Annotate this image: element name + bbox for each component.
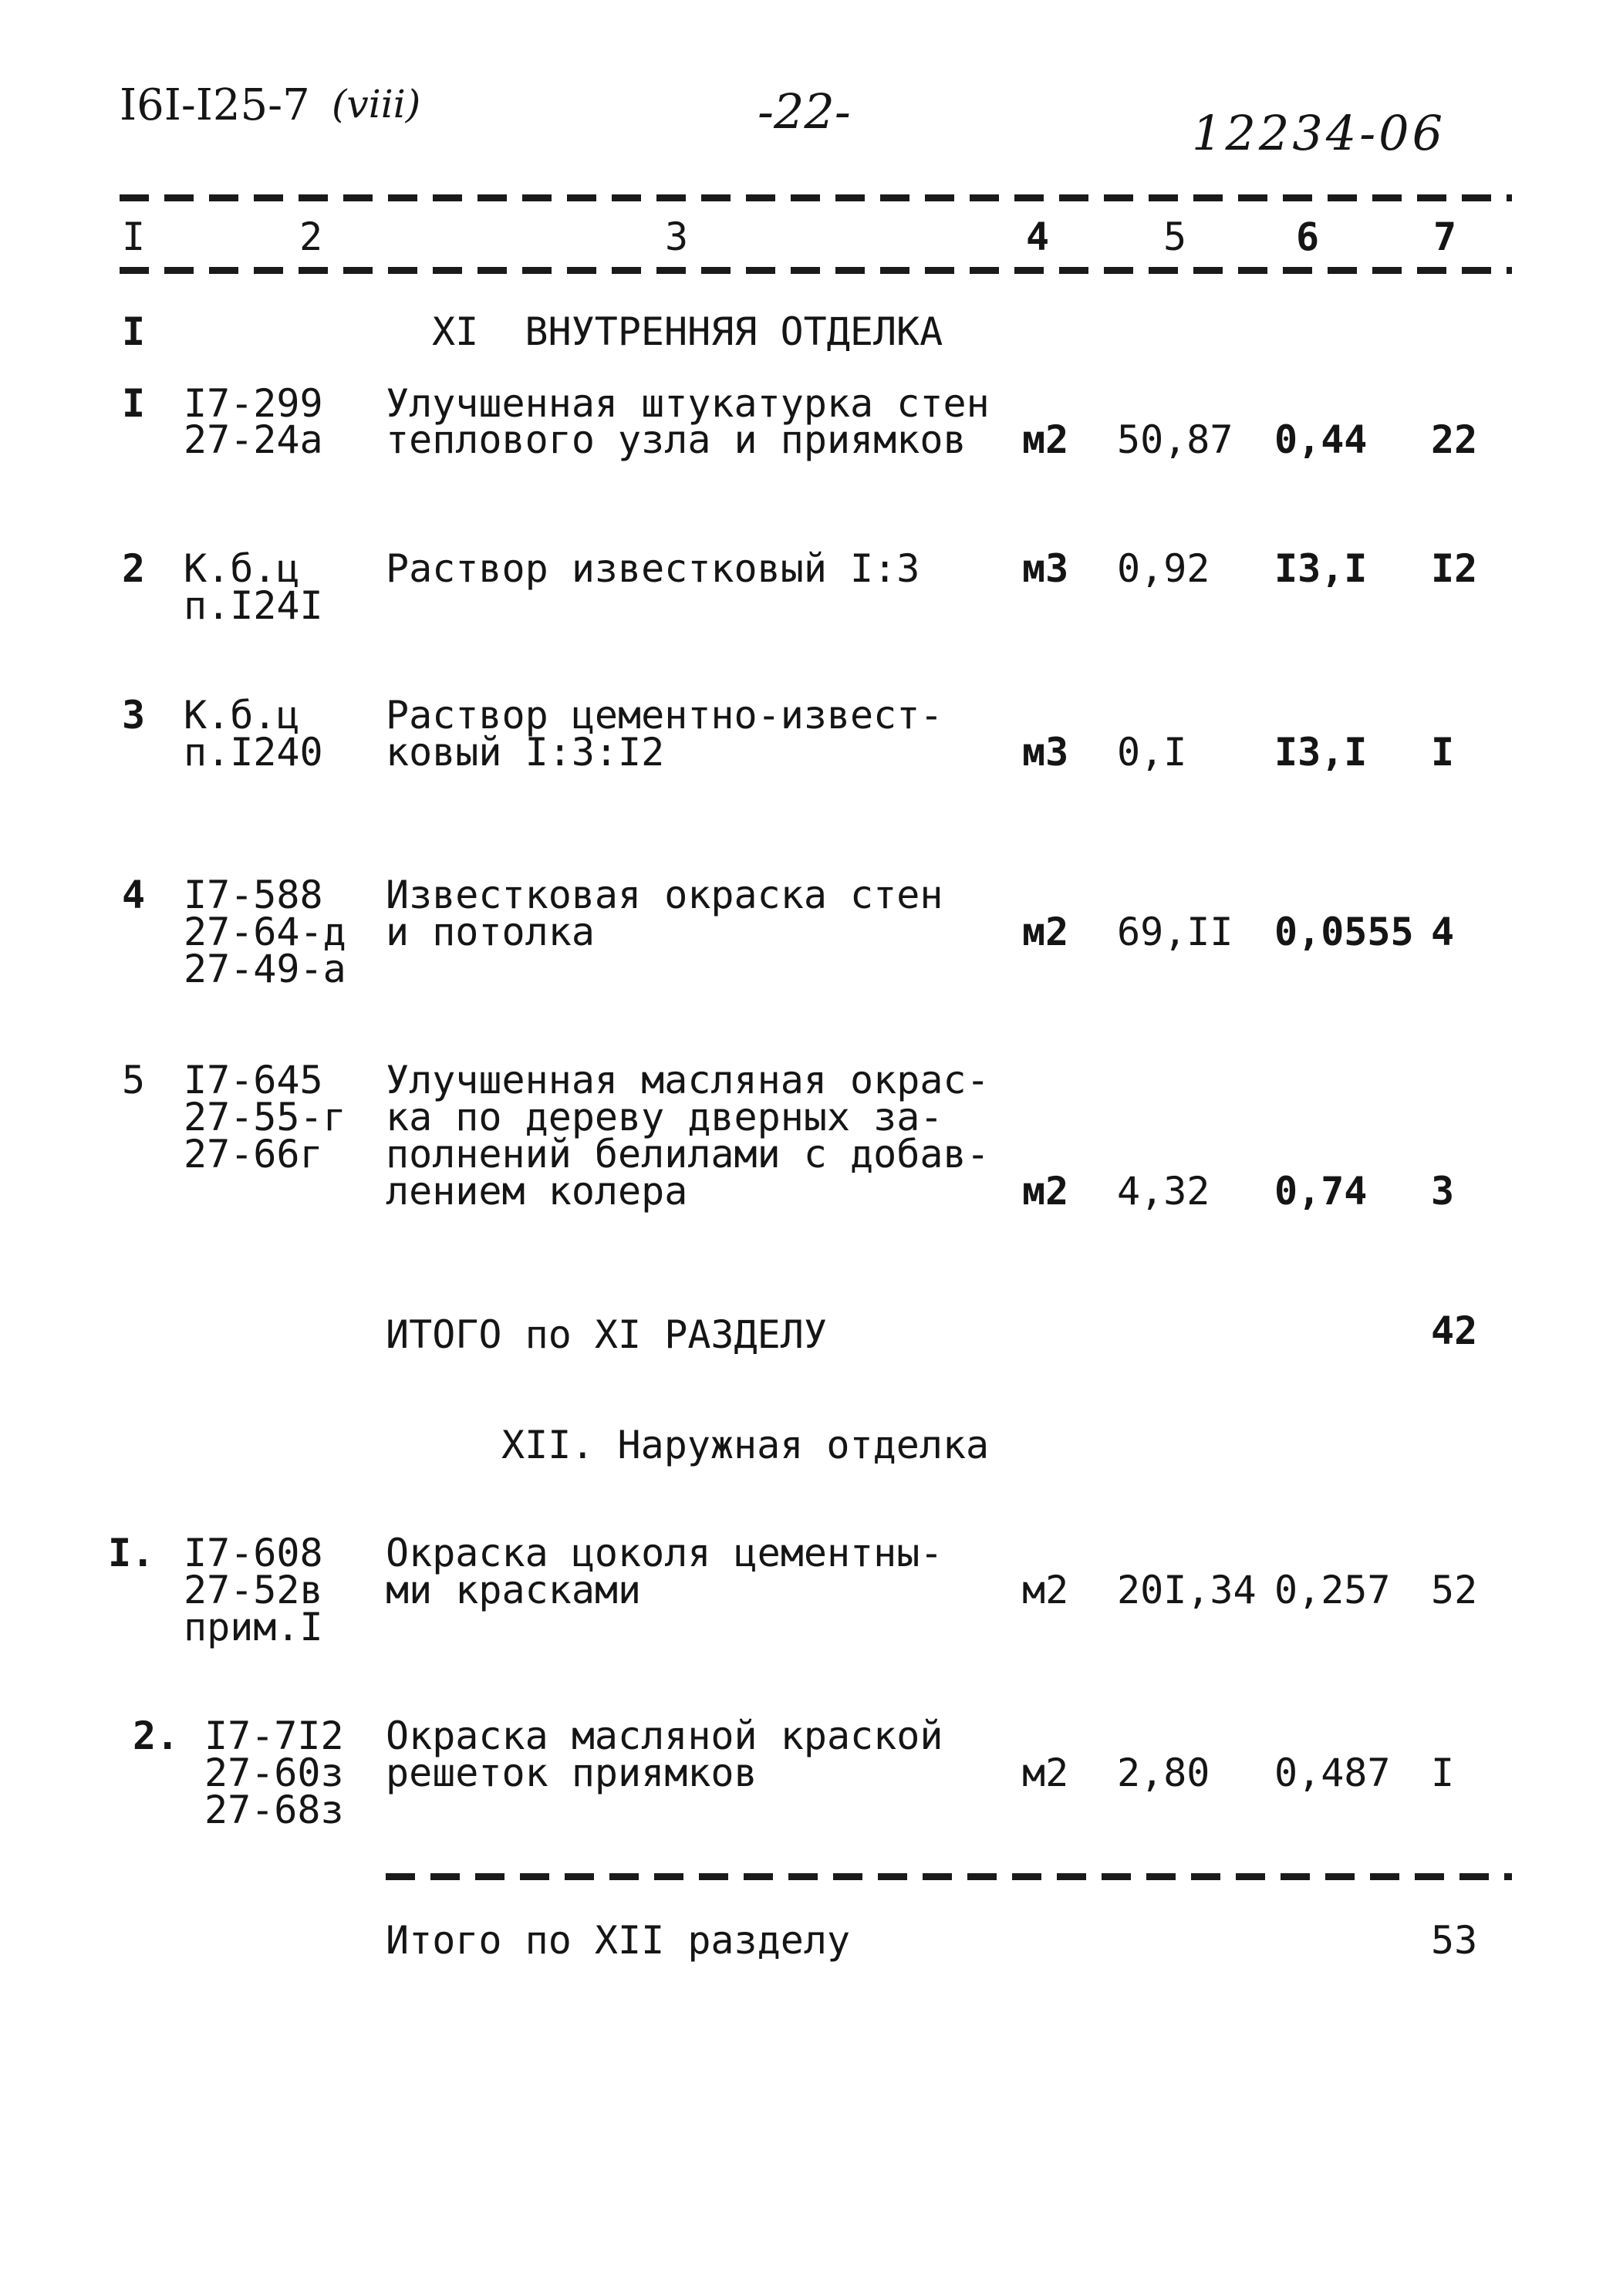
description-line: лением колера bbox=[386, 1169, 688, 1214]
total: 3 bbox=[1431, 1169, 1455, 1214]
code-line: 27-55-г bbox=[184, 1095, 346, 1140]
code-line: I7-608 bbox=[184, 1531, 323, 1575]
row-number: 4 bbox=[122, 873, 146, 917]
handwritten-stamp-number: 12234-06 bbox=[1192, 105, 1446, 161]
code-line: 27-60з bbox=[204, 1751, 344, 1795]
description-line: Окраска цоколя цементны- bbox=[386, 1531, 943, 1575]
unit: м2 bbox=[1022, 1568, 1069, 1612]
description-line: Известковая окраска стен bbox=[386, 873, 943, 917]
row-number: I. bbox=[108, 1531, 155, 1575]
quantity: 50,87 bbox=[1117, 417, 1233, 462]
column-header-5: 5 bbox=[1163, 214, 1187, 259]
row-number: 2. bbox=[133, 1714, 180, 1758]
description-line: Окраска масляной краской bbox=[386, 1714, 943, 1758]
quantity: 4,32 bbox=[1117, 1169, 1210, 1214]
column-header-6: 6 bbox=[1296, 214, 1320, 259]
description-line: ковый I:3:I2 bbox=[386, 730, 665, 775]
unit: м2 bbox=[1022, 417, 1069, 462]
section-title: XII. Наружная отделка bbox=[501, 1423, 990, 1467]
description-line: теплового узла и приямков bbox=[386, 417, 967, 462]
total: 22 bbox=[1431, 417, 1478, 462]
code-line: I7-588 bbox=[184, 873, 323, 917]
unit: м2 bbox=[1022, 1169, 1069, 1214]
unit-price: 0,74 bbox=[1274, 1169, 1368, 1214]
column-header-2: 2 bbox=[299, 214, 323, 259]
description-line: полнений белилами с добав- bbox=[386, 1132, 990, 1177]
column-header-4: 4 bbox=[1026, 214, 1050, 259]
code-line: 27-66г bbox=[184, 1132, 323, 1177]
code-line: п.I24I bbox=[184, 583, 323, 628]
header-rule bbox=[120, 267, 1512, 274]
column-header-7: 7 bbox=[1433, 214, 1457, 259]
description-line: решеток приямков bbox=[386, 1751, 758, 1795]
code-line: 27-52в bbox=[184, 1568, 323, 1612]
code-line: прим.I bbox=[184, 1605, 323, 1649]
row-number: 2 bbox=[122, 546, 146, 591]
unit-price: I3,I bbox=[1274, 546, 1368, 591]
code-line: 27-68з bbox=[204, 1788, 344, 1832]
total: I bbox=[1431, 1751, 1455, 1795]
quantity: 0,I bbox=[1117, 730, 1187, 775]
description-line: Раствор цементно-извест- bbox=[386, 693, 943, 738]
document-code-suffix: (viii) bbox=[332, 82, 421, 127]
quantity: 69,II bbox=[1117, 910, 1233, 954]
code-line: I7-7I2 bbox=[204, 1714, 344, 1758]
code-line: I7-645 bbox=[184, 1058, 323, 1102]
unit-price: I3,I bbox=[1274, 730, 1368, 775]
description-line: и потолка bbox=[386, 910, 595, 954]
description-line: Улучшенная штукатурка стен bbox=[386, 381, 990, 426]
code-line: К.б.ц bbox=[184, 546, 300, 591]
column-header-3: 3 bbox=[665, 214, 689, 259]
description-line: ка по дереву дверных за- bbox=[386, 1095, 943, 1140]
row-number: 3 bbox=[122, 693, 146, 738]
top-rule bbox=[120, 194, 1512, 201]
page-number: -22- bbox=[758, 83, 851, 140]
column-header-1: I bbox=[122, 214, 146, 259]
unit-price: 0,0555 bbox=[1274, 910, 1414, 954]
quantity: 20I,34 bbox=[1117, 1568, 1257, 1612]
total: I2 bbox=[1431, 546, 1478, 591]
code-line: К.б.ц bbox=[184, 693, 300, 738]
unit: м2 bbox=[1022, 910, 1069, 954]
row-number: 5 bbox=[122, 1058, 146, 1102]
section-total-value: 53 bbox=[1431, 1918, 1478, 1963]
unit-price: 0,44 bbox=[1274, 417, 1368, 462]
code-line: 27-64-д bbox=[184, 910, 346, 954]
total-rule bbox=[386, 1873, 1512, 1880]
code-line: I7-299 bbox=[184, 381, 323, 426]
description-line: Раствор известковый I:3 bbox=[386, 546, 920, 591]
code-line: 27-49-а bbox=[184, 947, 346, 991]
description-line: Улучшенная масляная окрас- bbox=[386, 1058, 990, 1102]
total: I bbox=[1431, 730, 1455, 775]
section-total-label: Итого по XII разделу bbox=[386, 1918, 851, 1963]
section-number: I bbox=[122, 309, 146, 354]
quantity: 0,92 bbox=[1117, 546, 1210, 591]
unit: м3 bbox=[1022, 730, 1069, 775]
total: 4 bbox=[1431, 910, 1455, 954]
unit-price: 0,487 bbox=[1274, 1751, 1391, 1795]
section-title: XI ВНУТРЕННЯЯ ОТДЕЛКА bbox=[432, 309, 943, 354]
section-total-value: 42 bbox=[1431, 1308, 1478, 1353]
unit-price: 0,257 bbox=[1274, 1568, 1391, 1612]
code-line: 27-24а bbox=[184, 417, 323, 462]
code-line: п.I240 bbox=[184, 730, 323, 775]
unit: м2 bbox=[1022, 1751, 1069, 1795]
quantity: 2,80 bbox=[1117, 1751, 1210, 1795]
unit: м3 bbox=[1022, 546, 1069, 591]
section-total-label: ИТОГО по XI РАЗДЕЛУ bbox=[386, 1312, 827, 1357]
total: 52 bbox=[1431, 1568, 1478, 1612]
row-number: I bbox=[122, 381, 146, 426]
document-code: I6I-I25-7 bbox=[120, 80, 310, 130]
description-line: ми красками bbox=[386, 1568, 642, 1612]
